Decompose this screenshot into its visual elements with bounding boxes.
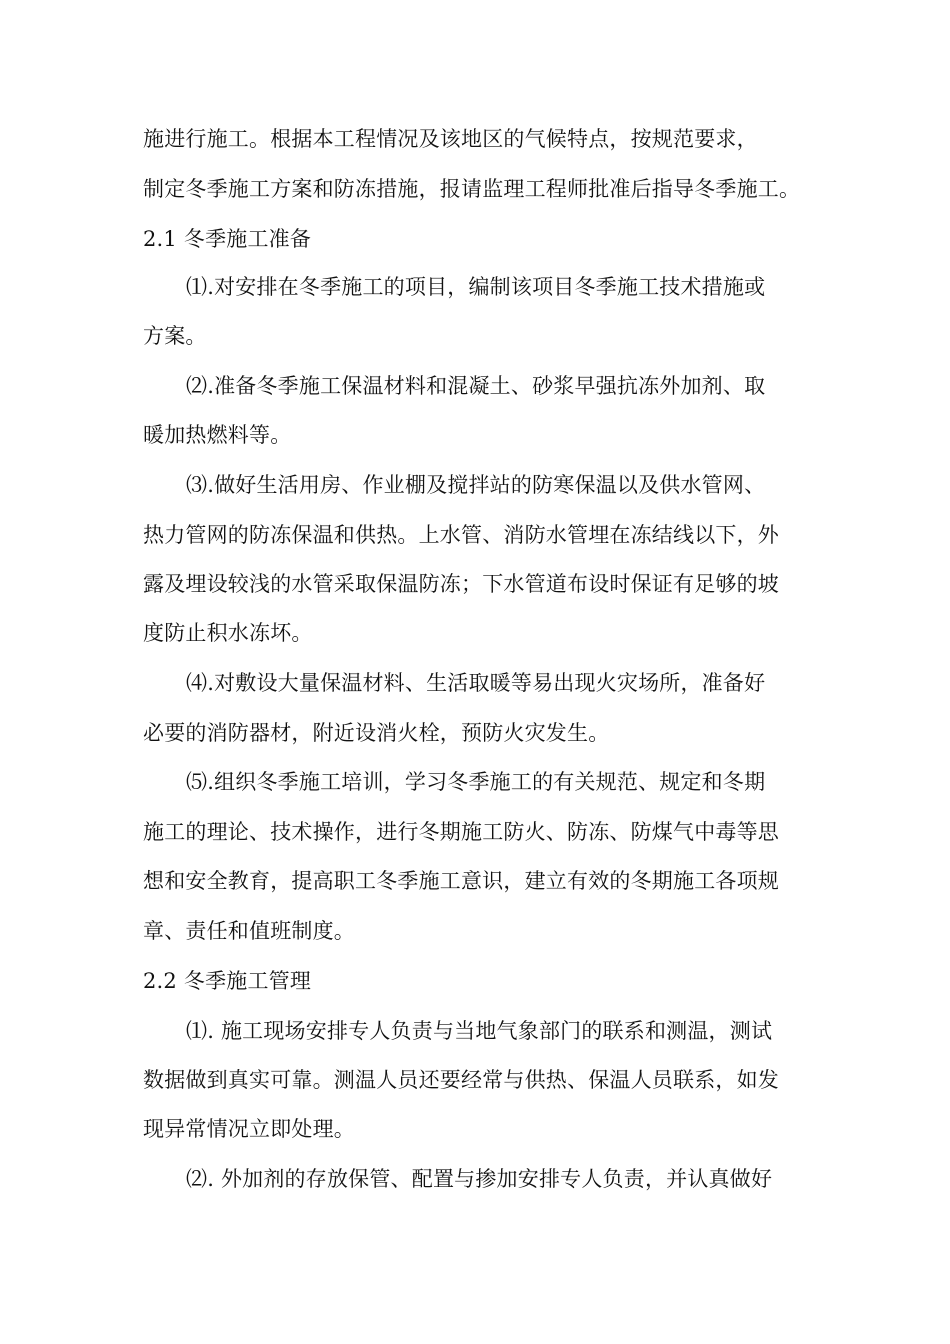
list-item-line: ⑵.准备冬季施工保温材料和混凝土、砂浆早强抗冻外加剂、取 xyxy=(186,374,766,398)
body-text-line: 现异常情况立即处理。 xyxy=(143,1117,355,1141)
section-heading: 2.2 冬季施工管理 xyxy=(143,969,312,993)
body-text-line: 露及埋设较浅的水管采取保温防冻；下水管道布设时保证有足够的坡 xyxy=(143,572,779,596)
body-text-line: 度防止积水冻坏。 xyxy=(143,621,313,645)
list-item-line: ⑶.做好生活用房、作业棚及搅拌站的防寒保温以及供水管网、 xyxy=(186,473,766,497)
body-text-line: 制定冬季施工方案和防冻措施，报请监理工程师批准后指导冬季施工。 xyxy=(143,177,801,201)
body-text-line: 暖加热燃料等。 xyxy=(143,423,292,447)
body-text-line: 施工的理论、技术操作，进行冬期施工防火、防冻、防煤气中毒等思 xyxy=(143,820,779,844)
section-heading: 2.1 冬季施工准备 xyxy=(143,227,312,251)
body-text-line: 数据做到真实可靠。测温人员还要经常与供热、保温人员联系，如发 xyxy=(143,1068,779,1092)
body-text-line: 方案。 xyxy=(143,324,207,348)
list-item-line: ⑷.对敷设大量保温材料、生活取暖等易出现火灾场所，准备好 xyxy=(186,671,766,695)
body-text-line: 想和安全教育，提高职工冬季施工意识，建立有效的冬期施工各项规 xyxy=(143,869,779,893)
body-text-line: 必要的消防器材，附近设消火栓，预防火灾发生。 xyxy=(143,721,610,745)
body-text-line: 章、责任和值班制度。 xyxy=(143,919,355,943)
list-item-line: ⑵. 外加剂的存放保管、配置与掺加安排专人负责，并认真做好 xyxy=(186,1167,773,1191)
list-item-line: ⑸.组织冬季施工培训，学习冬季施工的有关规范、规定和冬期 xyxy=(186,770,766,794)
body-text-line: 施进行施工。根据本工程情况及该地区的气候特点，按规范要求， xyxy=(143,127,758,151)
list-item-line: ⑴. 施工现场安排专人负责与当地气象部门的联系和测温，测试 xyxy=(186,1019,773,1043)
list-item-line: ⑴.对安排在冬季施工的项目，编制该项目冬季施工技术措施或 xyxy=(186,275,766,299)
body-text-line: 热力管网的防冻保温和供热。上水管、消防水管埋在冻结线以下，外 xyxy=(143,523,779,547)
